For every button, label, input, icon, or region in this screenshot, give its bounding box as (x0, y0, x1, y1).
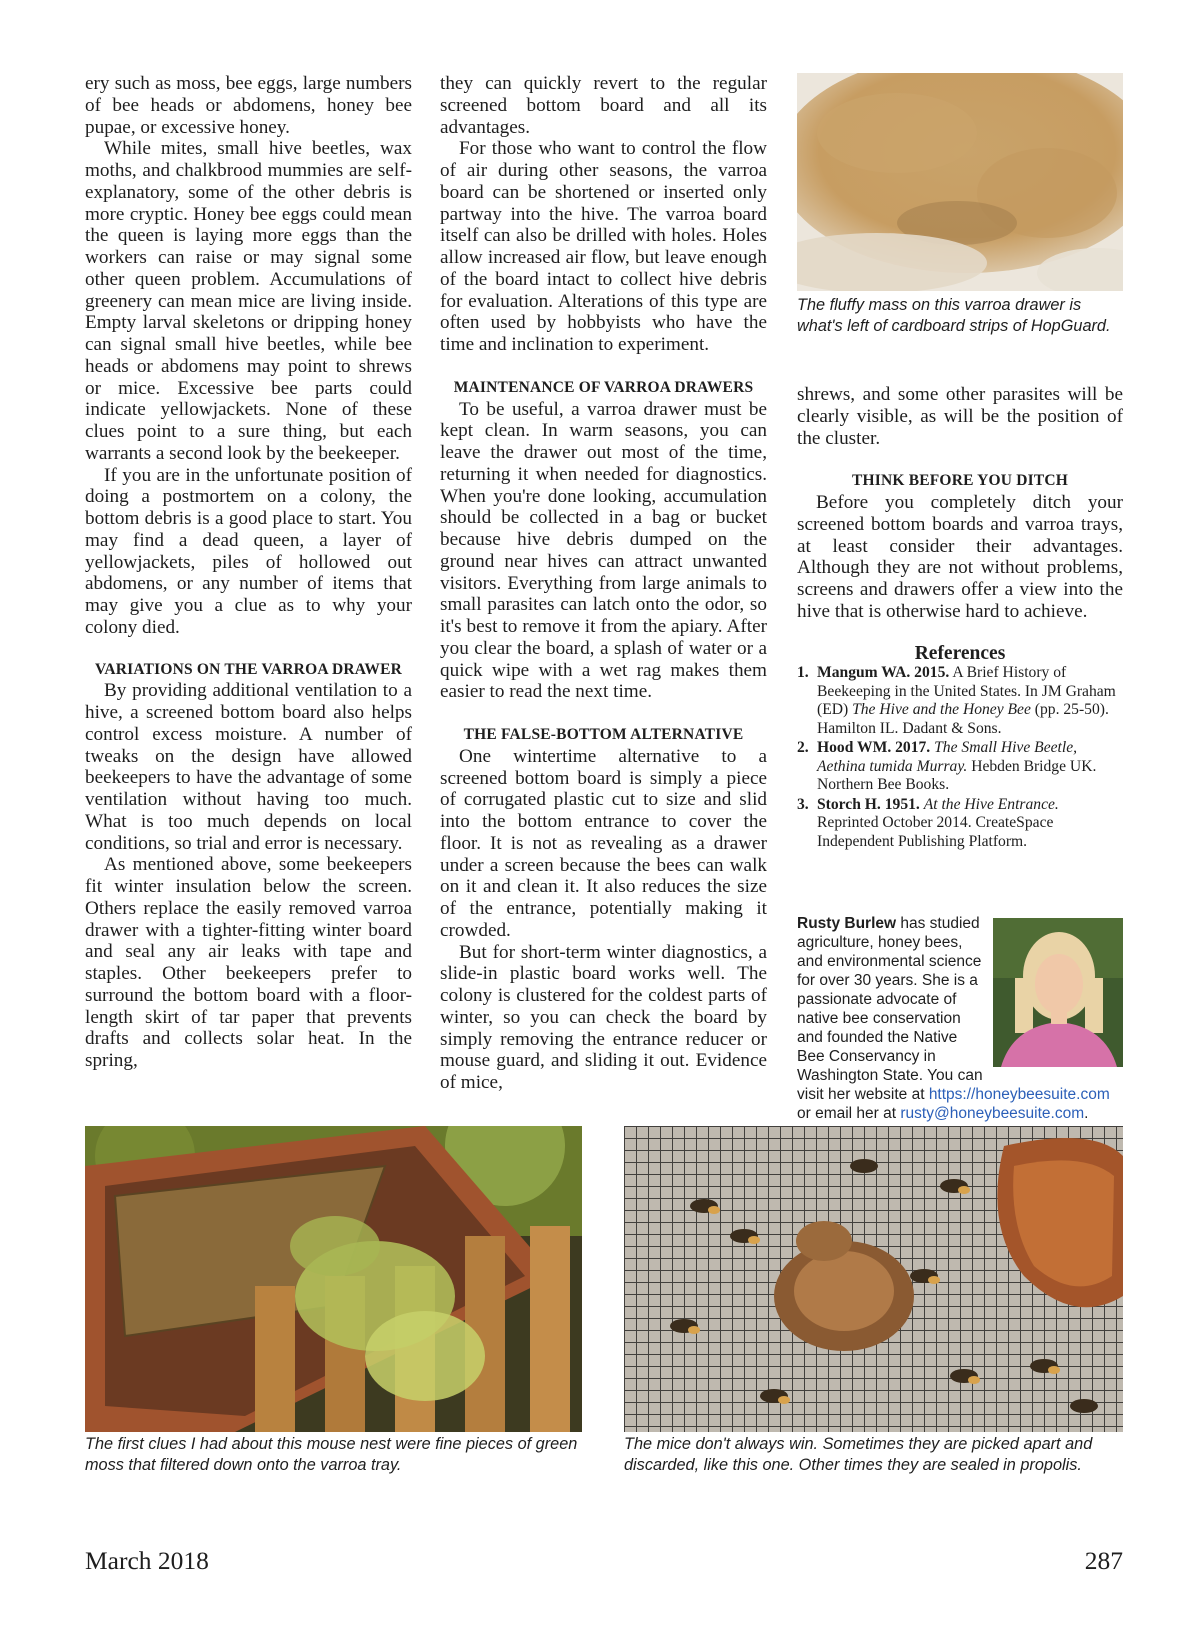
section-heading: VARIATIONS ON THE VARROA DRAWER (94, 660, 403, 678)
paragraph: While mites, small hive beetles, wax moths, and chalkbrood mummies are self-explanatory, some of the other debris is more cryptic. Honey bee eggs could mean the queen is laying more eggs than the workers can raise or may signal some other queen problem. Accumulations of greenery can mean mice are living inside. Empty larval skeletons or dripping honey can signal small hive beetles, while bee heads or abdomens may point to shrews or mice. Excessive bee parts could indicate yellowjackets. None of these clues point to a sure thing, but each warrants a second look by the beekeeper. (85, 138, 412, 464)
section-heading: MAINTENANCE OF VARROA DRAWERS (453, 378, 754, 396)
reference-item (797, 796, 1123, 852)
reference-author: Mangum WA. 2015. (817, 664, 950, 682)
references-title: References (914, 642, 1006, 664)
reference-text: Hebden Bridge UK. Northern Bee Books. (817, 757, 1097, 794)
author-name: Rusty Burlew (797, 915, 897, 932)
reference-number: 3. (797, 795, 809, 813)
reference-title: The Small Hive Beetle, Aethina tumida Murray. (817, 739, 1078, 775)
varroa-drawer-photo (797, 73, 1123, 291)
section-heading: THE FALSE-BOTTOM ALTERNATIVE (463, 726, 744, 743)
website-link[interactable]: https://honeybeesuite.com (928, 1086, 1110, 1103)
article-column-3 (797, 384, 1123, 852)
mouse-skeleton-photo (624, 1126, 1123, 1432)
reference-number: 1. (797, 664, 809, 682)
paragraph: As mentioned above, some beekeepers fit winter insulation below the screen. Others replace the easily removed varroa drawer with a tighter-fitting winter board and seal any air leaks with tape and staples. Other beekeepers prefer to surround the bottom board with a floor-length skirt of tar paper that prevents drafts and collects solar heat. In the spring, (85, 854, 412, 1071)
author-bio (797, 914, 1123, 1123)
bio-text: has studied agriculture, honey bees, and environmental science for over 30 years. She is a passionate advocate of native bee conservation and founded the Native Bee Conservancy in Washington State. You can visit her website at (797, 915, 983, 1103)
bio-text: or email her at (797, 1105, 901, 1122)
paragraph: shrews, and some other parasites will be clearly visible, as will be the position of the cluster. (797, 384, 1123, 449)
issue-date: March 2018 (85, 1546, 209, 1575)
paragraph: they can quickly revert to the regular screened bottom board and all its advantages. (440, 73, 767, 138)
references-list (797, 664, 1123, 851)
section-heading: THINK BEFORE YOU DITCH (851, 472, 1069, 490)
reference-author: Storch H. 1951. (817, 795, 920, 813)
author-photo (993, 918, 1123, 1067)
photo-caption: The first clues I had about this mouse nest were fine pieces of green moss that filtered down onto the varroa tray. (85, 1435, 578, 1474)
reference-text: Reprinted October 2014. CreateSpace Independent Publishing Platform. (817, 814, 1054, 850)
paragraph: One wintertime alternative to a screened bottom board is simply a piece of corrugated plastic cut to size and slid into the bottom entrance to cover the floor. It is not as revealing as a drawer under a screen because the bees can walk on it and clean it. It also reduces the size of the entrance, potentially making it crowded. (440, 745, 767, 941)
reference-author: Hood WM. 2017. (817, 739, 931, 757)
reference-text: A Brief History of Beekeeping in the United States. In JM Graham (ED) (817, 664, 1116, 719)
paragraph: ery such as moss, bee eggs, large numbers of bee heads or abdomens, honey bee pupae, or excessive honey. (85, 73, 412, 138)
reference-item (797, 664, 1123, 738)
bio-text: . (1084, 1105, 1089, 1122)
paragraph: To be useful, a varroa drawer must be kept clean. In warm seasons, you can leave the drawer out most of the time, returning it when needed for diagnostics. When you're done looking, accumulation should be collected in a bag or bucket because hive debris dumped on the ground near hives can attract unwanted visitors. Everything from large animals to small parasites can latch onto the odor, so it's best to remove it from the apiary. After you clear the board, a splash of water or a quick wipe with a wet rag makes them easier to read the next time. (440, 398, 767, 703)
reference-title: The Hive and the Honey Bee (852, 701, 1031, 719)
paragraph: By providing additional ventilation to a hive, a screened bottom board also helps control excess moisture. A number of tweaks on the design have allowed beekeepers to have the advantage of some ventilation without having too much. What is too much depends on local conditions, so trial and error is necessary. (85, 680, 412, 854)
paragraph: But for short-term winter diagnostics, a slide-in plastic board works well. The colony is clustered for the coldest parts of winter, so you can check the board by simply removing the entrance reducer or mouse guard, and sliding it out. Evidence of mice, (440, 941, 767, 1093)
paragraph: If you are in the unfortunate position of doing a postmortem on a colony, the bottom debris is a good place to start. You may find a dead queen, a layer of yellowjackets, piles of hollowed out abdomens, or any number of items that may give you a clue as to why your colony died. (85, 464, 412, 638)
paragraph: For those who want to control the flow of air during other seasons, the varroa board can be shortened or inserted only partway into the hive. The varroa board itself can also be drilled with holes. Holes allow increased air flow, but leave enough of the board intact to collect hive debris for evaluation. Alterations of this type are often used by hobbyists who have the time and inclination to experiment. (440, 138, 767, 355)
email-link[interactable]: rusty@honeybeesuite.com (900, 1105, 1085, 1122)
article-column-2 (440, 73, 767, 1094)
reference-item (797, 739, 1123, 795)
reference-title: At the Hive Entrance. (923, 795, 1059, 813)
reference-text: (pp. 25-50). Hamilton IL. Dadant & Sons. (817, 701, 1109, 737)
photo-caption: The mice don't always win. Sometimes they are picked apart and discarded, like this one. Other times they are sealed in propolis. (624, 1435, 1093, 1474)
photo-caption: The fluffy mass on this varroa drawer is what's left of cardboard strips of HopGuard. (797, 296, 1111, 335)
article-column-1 (85, 73, 412, 1072)
page-number: 287 (1084, 1546, 1123, 1575)
mouse-nest-photo (85, 1126, 582, 1432)
paragraph: Before you completely ditch your screened bottom boards and varroa trays, at least consider their advantages. Although they are not without problems, screens and drawers offer a view into the hive that is otherwise hard to achieve. (797, 492, 1123, 622)
reference-number: 2. (797, 739, 809, 757)
